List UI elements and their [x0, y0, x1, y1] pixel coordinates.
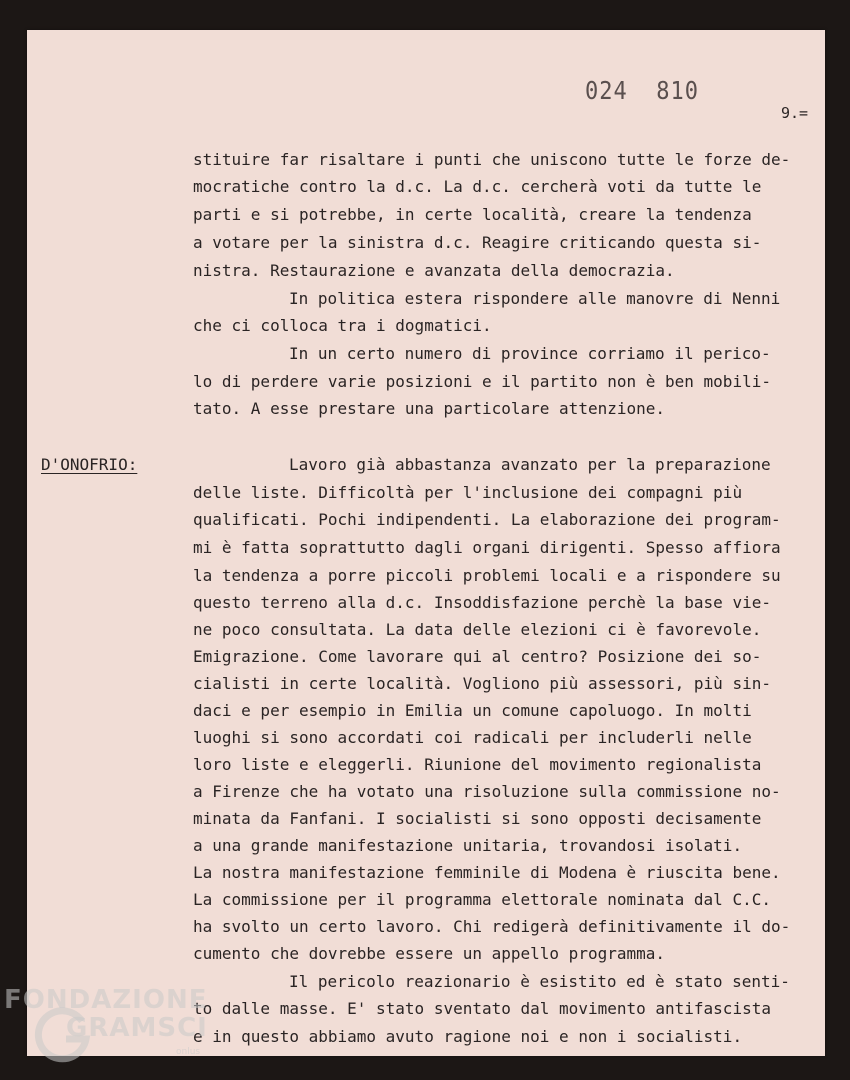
speaker-label: D'ONOFRIO: — [41, 455, 138, 474]
archive-number: 024 810 — [585, 77, 699, 106]
text-line: La commissione per il programma elettorale nominata dal C.C. — [193, 890, 771, 909]
text-line: luoghi si sono accordati coi radicali per includerli nelle — [193, 728, 752, 747]
text-line: ne poco consultata. La data delle elezioni ci è favorevole. — [193, 620, 762, 639]
text-line: ha svolto un certo lavoro. Chi redigerà definitivamente il do- — [193, 917, 791, 936]
text-line: Il pericolo reazionario è esistito ed è stato senti- — [289, 972, 790, 991]
watermark-subtitle: GRAMSCI — [66, 1013, 208, 1043]
text-line: stituire far risaltare i punti che uniscono tutte le forze de- — [193, 150, 791, 169]
watermark-onlus: onlus — [176, 1047, 201, 1057]
watermark-title: FONDAZIONE — [4, 985, 208, 1015]
text-line: a una grande manifestazione unitaria, trovandosi isolati. — [193, 836, 743, 855]
text-line: Emigrazione. Come lavorare qui al centro? Posizione dei so- — [193, 647, 762, 666]
text-line: loro liste e eleggerli. Riunione del movimento regionalista — [193, 755, 762, 774]
text-line: tato. A esse prestare una particolare attenzione. — [193, 399, 666, 418]
text-line: qualificati. Pochi indipendenti. La elaborazione dei program- — [193, 510, 781, 529]
text-line: a Firenze che ha votato una risoluzione sulla commissione no- — [193, 782, 781, 801]
text-line: Lavoro già abbastanza avanzato per la preparazione — [289, 455, 771, 474]
text-line: daci e per esempio in Emilia un comune capoluogo. In molti — [193, 701, 752, 720]
text-line: La nostra manifestazione femminile di Modena è riuscita bene. — [193, 863, 781, 882]
text-line: che ci colloca tra i dogmatici. — [193, 316, 492, 335]
text-line: cumento che dovrebbe essere un appello programma. — [193, 944, 666, 963]
text-line: questo terreno alla d.c. Insoddisfazione perchè la base vie- — [193, 593, 771, 612]
text-line: mi è fatta soprattutto dagli organi dirigenti. Spesso affiora — [193, 538, 781, 557]
text-line: parti e si potrebbe, in certe località, creare la tendenza — [193, 205, 752, 224]
text-line: mocratiche contro la d.c. La d.c. cercherà voti da tutte le — [193, 177, 762, 196]
text-line: In politica estera rispondere alle manovre di Nenni — [289, 289, 781, 308]
page-number: 9.= — [781, 104, 809, 122]
text-line: la tendenza a porre piccoli problemi locali e a rispondere su — [193, 566, 781, 585]
text-line: a votare per la sinistra d.c. Reagire criticando questa si- — [193, 233, 762, 252]
watermark — [4, 985, 208, 1065]
text-line: In un certo numero di province corriamo il perico- — [289, 344, 771, 363]
text-line: nistra. Restaurazione e avanzata della democrazia. — [193, 261, 675, 280]
text-line: delle liste. Difficoltà per l'inclusione dei compagni più — [193, 483, 743, 502]
text-line: lo di perdere varie posizioni e il partito non è ben mobili- — [193, 372, 771, 391]
text-line: to dalle masse. E' stato sventato dal movimento antifascista — [193, 999, 771, 1018]
text-line: minata da Fanfani. I socialisti si sono opposti decisamente — [193, 809, 762, 828]
text-line: e in questo abbiamo avuto ragione noi e non i socialisti. — [193, 1027, 743, 1046]
text-line: cialisti in certe località. Vogliono più assessori, più sin- — [193, 674, 771, 693]
